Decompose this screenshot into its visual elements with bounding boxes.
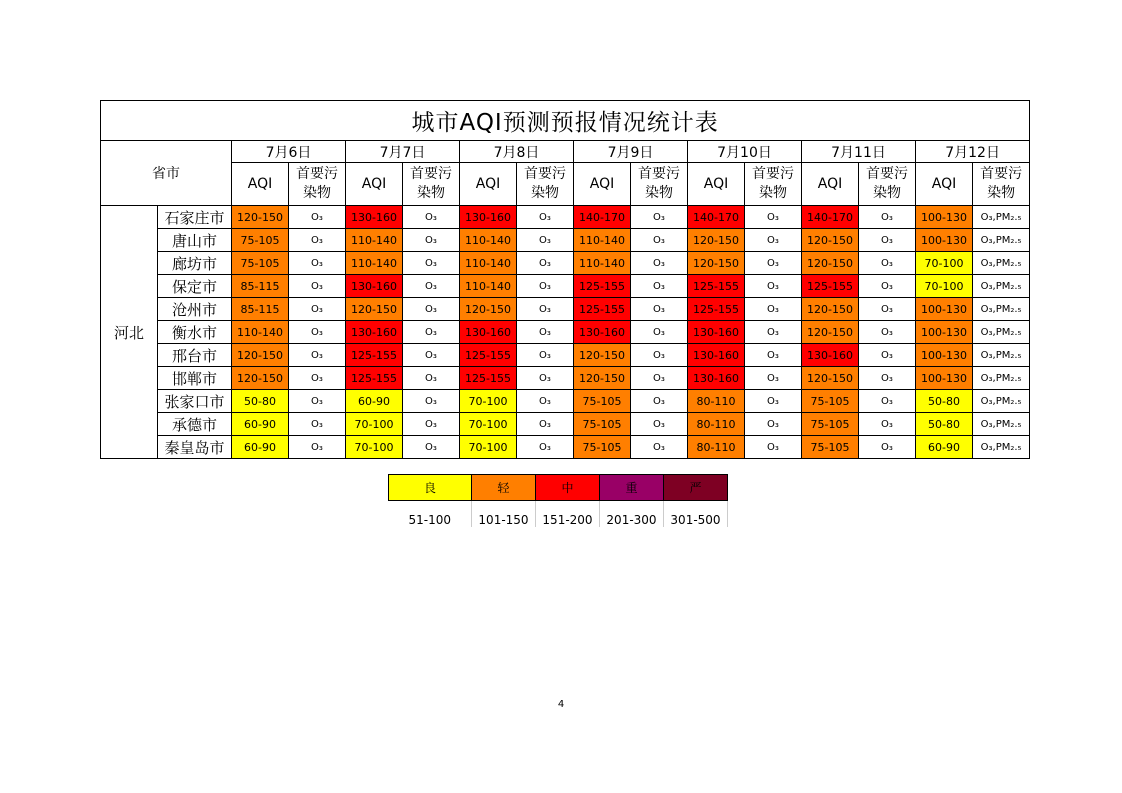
aqi-value-cell: 60-90 bbox=[232, 436, 289, 459]
aqi-value-cell: 140-170 bbox=[574, 206, 631, 229]
aqi-value-cell: 110-140 bbox=[460, 229, 517, 252]
aqi-value-cell: 70-100 bbox=[460, 436, 517, 459]
pollutant-cell: O₃ bbox=[631, 321, 688, 344]
pollutant-cell: O₃,PM₂.₅ bbox=[973, 252, 1030, 275]
pollutant-cell: O₃ bbox=[403, 275, 460, 298]
pollutant-cell: O₃ bbox=[517, 275, 574, 298]
legend-range: 151-200 bbox=[536, 501, 600, 528]
aqi-value-cell: 130-160 bbox=[346, 206, 403, 229]
table-row bbox=[101, 413, 1030, 436]
aqi-value-cell: 75-105 bbox=[574, 390, 631, 413]
pollutant-cell: O₃,PM₂.₅ bbox=[973, 298, 1030, 321]
pollutant-cell: O₃ bbox=[745, 344, 802, 367]
pollutant-header-line: 首要污 bbox=[752, 166, 794, 182]
aqi-value-cell: 125-155 bbox=[688, 275, 745, 298]
aqi-value-cell: 110-140 bbox=[232, 321, 289, 344]
pollutant-column-header bbox=[745, 163, 802, 206]
table-row bbox=[101, 367, 1030, 390]
pollutant-cell: O₃ bbox=[289, 413, 346, 436]
pollutant-cell: O₃ bbox=[289, 390, 346, 413]
pollutant-header-line: 首要污 bbox=[296, 166, 338, 182]
table-row bbox=[101, 436, 1030, 459]
aqi-column-header: AQI bbox=[232, 163, 289, 206]
date-header: 7月7日 bbox=[346, 141, 460, 163]
aqi-value-cell: 130-160 bbox=[688, 321, 745, 344]
page-number: 4 bbox=[557, 699, 565, 710]
pollutant-cell: O₃ bbox=[745, 252, 802, 275]
table-title: 城市AQI预测预报情况统计表 bbox=[101, 101, 1030, 141]
table-row bbox=[101, 206, 1030, 229]
pollutant-cell: O₃ bbox=[403, 252, 460, 275]
aqi-value-cell: 80-110 bbox=[688, 390, 745, 413]
date-header: 7月6日 bbox=[232, 141, 346, 163]
pollutant-cell: O₃ bbox=[517, 344, 574, 367]
aqi-value-cell: 130-160 bbox=[688, 344, 745, 367]
aqi-value-cell: 125-155 bbox=[802, 275, 859, 298]
aqi-value-cell: 70-100 bbox=[346, 436, 403, 459]
aqi-value-cell: 125-155 bbox=[688, 298, 745, 321]
pollutant-cell: O₃ bbox=[403, 436, 460, 459]
pollutant-column-header bbox=[631, 163, 688, 206]
pollutant-cell: O₃ bbox=[403, 367, 460, 390]
pollutant-column-header bbox=[973, 163, 1030, 206]
aqi-value-cell: 125-155 bbox=[574, 275, 631, 298]
city-cell: 廊坊市 bbox=[158, 252, 232, 275]
pollutant-cell: O₃ bbox=[859, 206, 916, 229]
pollutant-column-header bbox=[403, 163, 460, 206]
pollutant-cell: O₃ bbox=[403, 413, 460, 436]
aqi-value-cell: 70-100 bbox=[346, 413, 403, 436]
pollutant-cell: O₃ bbox=[289, 344, 346, 367]
pollutant-cell: O₃ bbox=[859, 367, 916, 390]
pollutant-cell: O₃ bbox=[859, 229, 916, 252]
pollutant-cell: O₃ bbox=[745, 367, 802, 390]
pollutant-cell: O₃ bbox=[859, 252, 916, 275]
date-header: 7月8日 bbox=[460, 141, 574, 163]
pollutant-cell: O₃ bbox=[289, 275, 346, 298]
aqi-value-cell: 130-160 bbox=[802, 344, 859, 367]
aqi-value-cell: 110-140 bbox=[574, 252, 631, 275]
pollutant-header-line: 染物 bbox=[645, 185, 673, 201]
pollutant-cell: O₃ bbox=[631, 344, 688, 367]
pollutant-cell: O₃ bbox=[403, 298, 460, 321]
pollutant-cell: O₃,PM₂.₅ bbox=[973, 413, 1030, 436]
aqi-value-cell: 75-105 bbox=[574, 436, 631, 459]
table-row bbox=[101, 252, 1030, 275]
pollutant-cell: O₃ bbox=[517, 436, 574, 459]
pollutant-header-line: 首要污 bbox=[524, 166, 566, 182]
aqi-column-header: AQI bbox=[574, 163, 631, 206]
date-header: 7月10日 bbox=[688, 141, 802, 163]
aqi-value-cell: 120-150 bbox=[574, 344, 631, 367]
aqi-value-cell: 60-90 bbox=[232, 413, 289, 436]
aqi-column-header: AQI bbox=[916, 163, 973, 206]
pollutant-cell: O₃ bbox=[631, 275, 688, 298]
pollutant-cell: O₃ bbox=[517, 321, 574, 344]
aqi-value-cell: 130-160 bbox=[688, 367, 745, 390]
aqi-column-header: AQI bbox=[460, 163, 517, 206]
aqi-column-header: AQI bbox=[346, 163, 403, 206]
aqi-value-cell: 80-110 bbox=[688, 413, 745, 436]
aqi-value-cell: 70-100 bbox=[916, 252, 973, 275]
pollutant-cell: O₃ bbox=[631, 413, 688, 436]
province-cell: 河北 bbox=[101, 206, 158, 459]
pollutant-cell: O₃ bbox=[517, 298, 574, 321]
pollutant-header-line: 首要污 bbox=[866, 166, 908, 182]
aqi-value-cell: 85-115 bbox=[232, 275, 289, 298]
aqi-value-cell: 100-130 bbox=[916, 229, 973, 252]
pollutant-cell: O₃ bbox=[517, 229, 574, 252]
aqi-value-cell: 125-155 bbox=[346, 344, 403, 367]
pollutant-cell: O₃ bbox=[517, 413, 574, 436]
aqi-value-cell: 75-105 bbox=[802, 390, 859, 413]
legend-range: 51-100 bbox=[389, 501, 472, 528]
aqi-value-cell: 120-150 bbox=[802, 229, 859, 252]
pollutant-cell: O₃ bbox=[745, 321, 802, 344]
aqi-value-cell: 125-155 bbox=[346, 367, 403, 390]
city-cell: 秦皇岛市 bbox=[158, 436, 232, 459]
aqi-value-cell: 130-160 bbox=[346, 275, 403, 298]
aqi-value-cell: 100-130 bbox=[916, 298, 973, 321]
pollutant-cell: O₃ bbox=[859, 390, 916, 413]
pollutant-column-header bbox=[289, 163, 346, 206]
aqi-value-cell: 110-140 bbox=[574, 229, 631, 252]
pollutant-cell: O₃ bbox=[745, 436, 802, 459]
table-row bbox=[101, 298, 1030, 321]
pollutant-cell: O₃,PM₂.₅ bbox=[973, 436, 1030, 459]
aqi-value-cell: 120-150 bbox=[688, 229, 745, 252]
pollutant-header-line: 染物 bbox=[759, 185, 787, 201]
aqi-value-cell: 130-160 bbox=[346, 321, 403, 344]
pollutant-cell: O₃ bbox=[289, 367, 346, 390]
pollutant-cell: O₃ bbox=[745, 390, 802, 413]
table-row bbox=[101, 344, 1030, 367]
pollutant-cell: O₃ bbox=[631, 436, 688, 459]
aqi-value-cell: 120-150 bbox=[460, 298, 517, 321]
aqi-value-cell: 120-150 bbox=[802, 367, 859, 390]
table-row bbox=[101, 321, 1030, 344]
city-cell: 沧州市 bbox=[158, 298, 232, 321]
aqi-value-cell: 75-105 bbox=[802, 413, 859, 436]
pollutant-header-line: 首要污 bbox=[980, 166, 1023, 182]
table-row bbox=[101, 229, 1030, 252]
pollutant-header-line: 首要污 bbox=[638, 166, 680, 182]
city-cell: 保定市 bbox=[158, 275, 232, 298]
pollutant-header-line: 染物 bbox=[531, 185, 559, 201]
pollutant-cell: O₃ bbox=[403, 206, 460, 229]
aqi-value-cell: 100-130 bbox=[916, 344, 973, 367]
aqi-value-cell: 130-160 bbox=[574, 321, 631, 344]
pollutant-cell: O₃ bbox=[289, 436, 346, 459]
pollutant-column-header bbox=[517, 163, 574, 206]
aqi-value-cell: 120-150 bbox=[802, 321, 859, 344]
aqi-value-cell: 130-160 bbox=[460, 321, 517, 344]
aqi-value-cell: 120-150 bbox=[232, 367, 289, 390]
aqi-forecast-table bbox=[100, 100, 1030, 459]
aqi-value-cell: 120-150 bbox=[346, 298, 403, 321]
pollutant-cell: O₃ bbox=[289, 229, 346, 252]
aqi-value-cell: 70-100 bbox=[460, 390, 517, 413]
pollutant-cell: O₃ bbox=[631, 252, 688, 275]
city-cell: 唐山市 bbox=[158, 229, 232, 252]
aqi-value-cell: 100-130 bbox=[916, 321, 973, 344]
pollutant-cell: O₃ bbox=[403, 344, 460, 367]
aqi-value-cell: 75-105 bbox=[232, 252, 289, 275]
pollutant-cell: O₃ bbox=[517, 206, 574, 229]
date-header: 7月11日 bbox=[802, 141, 916, 163]
pollutant-header-line: 染物 bbox=[417, 185, 445, 201]
aqi-value-cell: 75-105 bbox=[574, 413, 631, 436]
aqi-value-cell: 125-155 bbox=[460, 367, 517, 390]
aqi-column-header: AQI bbox=[802, 163, 859, 206]
aqi-value-cell: 140-170 bbox=[688, 206, 745, 229]
legend-range: 101-150 bbox=[472, 501, 536, 528]
pollutant-header-line: 染物 bbox=[873, 185, 901, 201]
aqi-value-cell: 125-155 bbox=[574, 298, 631, 321]
aqi-value-cell: 100-130 bbox=[916, 206, 973, 229]
pollutant-header-line: 染物 bbox=[987, 185, 1016, 201]
aqi-value-cell: 110-140 bbox=[460, 275, 517, 298]
aqi-value-cell: 120-150 bbox=[574, 367, 631, 390]
aqi-value-cell: 60-90 bbox=[916, 436, 973, 459]
pollutant-column-header bbox=[859, 163, 916, 206]
pollutant-cell: O₃,PM₂.₅ bbox=[973, 229, 1030, 252]
pollutant-cell: O₃ bbox=[859, 436, 916, 459]
aqi-value-cell: 80-110 bbox=[688, 436, 745, 459]
pollutant-cell: O₃ bbox=[859, 413, 916, 436]
aqi-value-cell: 50-80 bbox=[916, 390, 973, 413]
legend-level-light: 轻 bbox=[472, 475, 536, 501]
date-header: 7月12日 bbox=[916, 141, 1030, 163]
aqi-value-cell: 50-80 bbox=[232, 390, 289, 413]
province-city-header: 省市 bbox=[101, 141, 232, 206]
aqi-value-cell: 120-150 bbox=[232, 344, 289, 367]
aqi-value-cell: 110-140 bbox=[346, 229, 403, 252]
city-cell: 邢台市 bbox=[158, 344, 232, 367]
legend-range: 301-500 bbox=[664, 501, 728, 528]
pollutant-cell: O₃ bbox=[745, 298, 802, 321]
legend-level-medium: 中 bbox=[536, 475, 600, 501]
aqi-value-cell: 130-160 bbox=[460, 206, 517, 229]
pollutant-cell: O₃ bbox=[517, 367, 574, 390]
aqi-value-cell: 75-105 bbox=[232, 229, 289, 252]
pollutant-cell: O₃ bbox=[403, 390, 460, 413]
pollutant-cell: O₃ bbox=[859, 275, 916, 298]
pollutant-cell: O₃ bbox=[631, 367, 688, 390]
pollutant-cell: O₃,PM₂.₅ bbox=[973, 206, 1030, 229]
pollutant-cell: O₃ bbox=[289, 298, 346, 321]
pollutant-cell: O₃ bbox=[859, 298, 916, 321]
aqi-value-cell: 70-100 bbox=[460, 413, 517, 436]
aqi-value-cell: 140-170 bbox=[802, 206, 859, 229]
legend-level-good: 良 bbox=[389, 475, 472, 501]
aqi-value-cell: 75-105 bbox=[802, 436, 859, 459]
city-cell: 衡水市 bbox=[158, 321, 232, 344]
city-cell: 邯郸市 bbox=[158, 367, 232, 390]
pollutant-cell: O₃ bbox=[859, 344, 916, 367]
pollutant-header-line: 首要污 bbox=[410, 166, 452, 182]
pollutant-cell: O₃ bbox=[859, 321, 916, 344]
aqi-value-cell: 70-100 bbox=[916, 275, 973, 298]
pollutant-cell: O₃ bbox=[631, 206, 688, 229]
aqi-value-cell: 120-150 bbox=[802, 298, 859, 321]
aqi-value-cell: 110-140 bbox=[460, 252, 517, 275]
city-cell: 承德市 bbox=[158, 413, 232, 436]
pollutant-cell: O₃,PM₂.₅ bbox=[973, 367, 1030, 390]
city-cell: 石家庄市 bbox=[158, 206, 232, 229]
pollutant-cell: O₃,PM₂.₅ bbox=[973, 275, 1030, 298]
pollutant-cell: O₃,PM₂.₅ bbox=[973, 390, 1030, 413]
aqi-column-header: AQI bbox=[688, 163, 745, 206]
pollutant-cell: O₃ bbox=[631, 390, 688, 413]
aqi-value-cell: 85-115 bbox=[232, 298, 289, 321]
pollutant-header-line: 染物 bbox=[303, 185, 331, 201]
aqi-value-cell: 60-90 bbox=[346, 390, 403, 413]
legend-range: 201-300 bbox=[600, 501, 664, 528]
date-header: 7月9日 bbox=[574, 141, 688, 163]
legend-level-heavy: 重 bbox=[600, 475, 664, 501]
pollutant-cell: O₃ bbox=[289, 206, 346, 229]
pollutant-cell: O₃ bbox=[631, 229, 688, 252]
aqi-value-cell: 125-155 bbox=[460, 344, 517, 367]
pollutant-cell: O₃ bbox=[745, 206, 802, 229]
aqi-value-cell: 120-150 bbox=[802, 252, 859, 275]
pollutant-cell: O₃ bbox=[403, 229, 460, 252]
aqi-value-cell: 120-150 bbox=[688, 252, 745, 275]
aqi-value-cell: 110-140 bbox=[346, 252, 403, 275]
pollutant-cell: O₃ bbox=[517, 252, 574, 275]
pollutant-cell: O₃ bbox=[289, 321, 346, 344]
pollutant-cell: O₃,PM₂.₅ bbox=[973, 344, 1030, 367]
legend-level-severe: 严 bbox=[664, 475, 728, 501]
aqi-value-cell: 120-150 bbox=[232, 206, 289, 229]
pollutant-cell: O₃ bbox=[403, 321, 460, 344]
aqi-value-cell: 100-130 bbox=[916, 367, 973, 390]
table-row bbox=[101, 390, 1030, 413]
pollutant-cell: O₃ bbox=[745, 275, 802, 298]
pollutant-cell: O₃ bbox=[745, 229, 802, 252]
city-cell: 张家口市 bbox=[158, 390, 232, 413]
pollutant-cell: O₃ bbox=[631, 298, 688, 321]
pollutant-cell: O₃,PM₂.₅ bbox=[973, 321, 1030, 344]
aqi-value-cell: 50-80 bbox=[916, 413, 973, 436]
aqi-level-legend bbox=[388, 474, 728, 527]
pollutant-cell: O₃ bbox=[745, 413, 802, 436]
pollutant-cell: O₃ bbox=[517, 390, 574, 413]
pollutant-cell: O₃ bbox=[289, 252, 346, 275]
table-row bbox=[101, 275, 1030, 298]
